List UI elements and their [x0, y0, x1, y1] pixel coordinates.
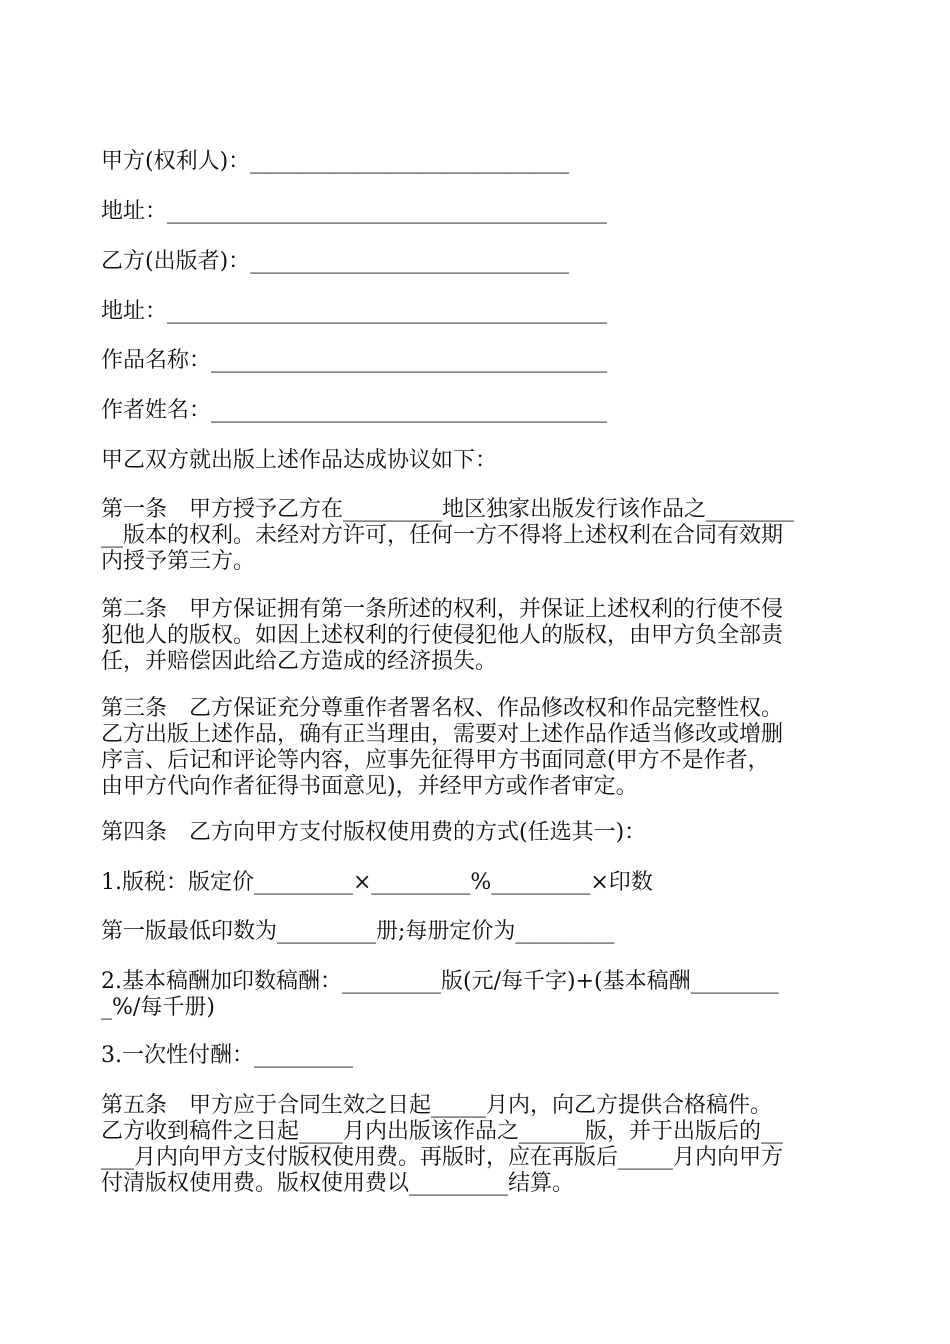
- article-3-line: 序言、后记和评论等内容，应事先征得甲方书面同意(甲方不是作者，: [101, 748, 770, 773]
- article-1-line: __版本的权利。未经对方许可，任何一方不得将上述权利在合同有效期: [101, 523, 784, 548]
- article-5-line: 第五条 甲方应于合同生效之日起_____月内，向乙方提供合格稿件。: [101, 1093, 773, 1118]
- payment-option-royalty: 1.版税：版定价_________×_________%_________×印数: [101, 870, 653, 895]
- party-b-field: 乙方(出版者)：_____________________________: [101, 249, 570, 274]
- article-2-line: 犯他人的版权。如因上述权利的行使侵犯他人的版权，由甲方负全部责: [101, 623, 784, 648]
- article-3-line: 乙方出版上述作品，确有正当理由，需要对上述作品作适当修改或增删: [101, 722, 784, 747]
- party-a-field: 甲方(权利人)：_____________________________: [101, 149, 570, 174]
- payment-option-basic-fee-line: _%/每千册): [101, 995, 215, 1020]
- article-5-line: 付清版权使用费。版权使用费以_________结算。: [101, 1171, 575, 1196]
- payment-option-royalty-detail: 第一版最低印数为_________册;每册定价为_________: [101, 919, 615, 944]
- article-5: [101, 1093, 853, 1197]
- article-4: 第四条 乙方向甲方支付版权使用费的方式(任选其一)：: [101, 820, 647, 845]
- article-5-line: ___月内向甲方支付版权使用费。再版时，应在再版后_____月内向甲方: [101, 1145, 784, 1170]
- payment-option-basic-fee: [101, 969, 853, 1021]
- payment-option-basic-fee-line: 2.基本稿酬加印数稿酬：_________版(元/每千字)+(基本稿酬________: [101, 969, 779, 994]
- author-name-field: 作者姓名：____________________________________: [101, 398, 608, 423]
- article-2-line: 第二条 甲方保证拥有第一条所述的权利，并保证上述权利的行使不侵: [101, 597, 784, 622]
- article-3-line: 由甲方代向作者征得书面意见)，并经甲方或作者审定。: [101, 774, 638, 799]
- article-2-line: 任，并赔偿因此给乙方造成的经济损失。: [101, 649, 498, 674]
- article-5-line: 乙方收到稿件之日起____月内出版该作品之______版，并于出版后的__: [101, 1119, 784, 1144]
- article-1: [101, 497, 853, 575]
- article-3: [101, 696, 853, 800]
- article-1-line: 内授予第三方。: [101, 549, 256, 574]
- article-1-line: 第一条 甲方授予乙方在_________地区独家出版发行该作品之________: [101, 497, 795, 522]
- payment-option-lump-sum: 3.一次性付酬：_________: [101, 1043, 353, 1068]
- agreement-intro: 甲乙双方就出版上述作品达成协议如下：: [101, 448, 498, 473]
- article-3-line: 第三条 乙方保证充分尊重作者署名权、作品修改权和作品完整性权。: [101, 696, 784, 721]
- article-2: [101, 597, 853, 675]
- work-title-field: 作品名称：____________________________________: [101, 348, 608, 373]
- party-b-address-field: 地址：________________________________________: [101, 299, 608, 324]
- party-a-address-field: 地址：________________________________________: [101, 199, 608, 224]
